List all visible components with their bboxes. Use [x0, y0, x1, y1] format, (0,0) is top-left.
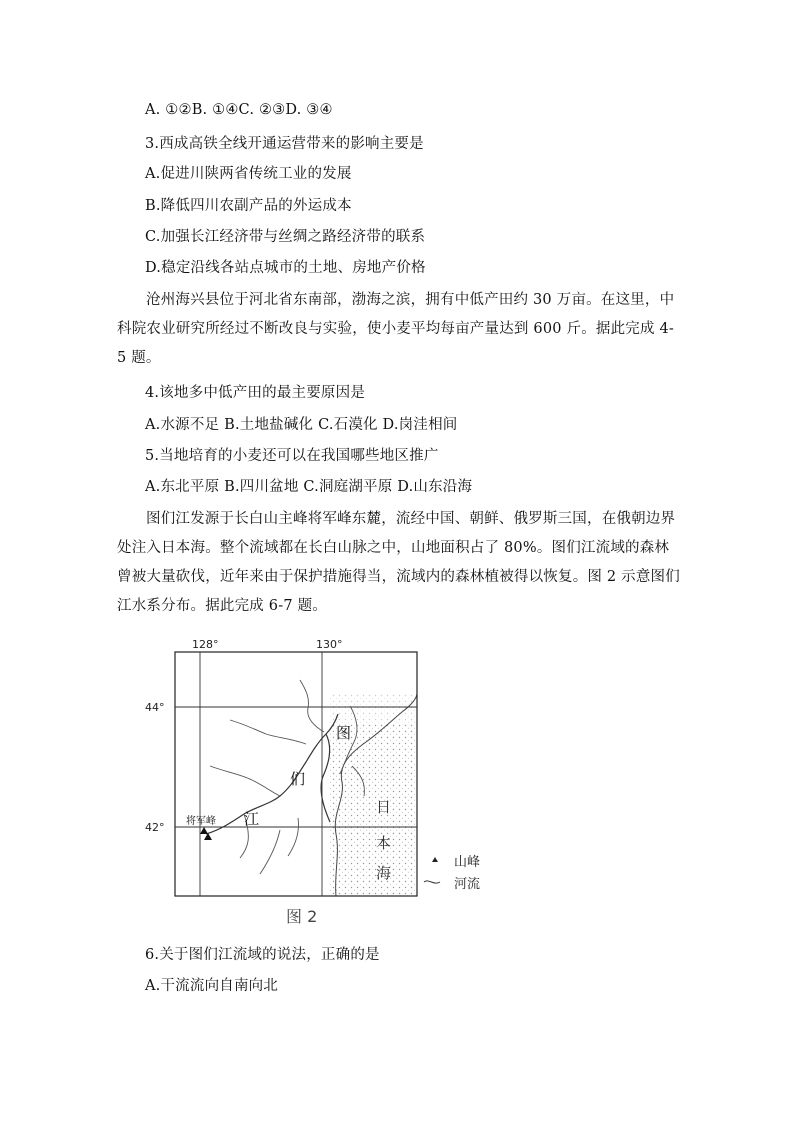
q6-option-a: A.干流流向自南向北: [145, 978, 279, 994]
lon-128-label: 128°: [192, 638, 219, 651]
lat-42-label: 42°: [145, 821, 165, 834]
passage-tumen: 图们江发源于长白山主峰将军峰东麓，流经中国、朝鲜、俄罗斯三国，在俄朝边界处注入日本海。整个流域都在长白山脉之中，山地面积占了 80%。图们江流域的森林曾被大量砍伐，近年来由于保护措施得当，流域内的森林植被得以恢复。图 2 示意图们江水系分布。据此完成 6-7 题。: [117, 511, 680, 614]
tumen-river-map: [140, 634, 510, 934]
lon-130-label: 130°: [316, 638, 343, 651]
peak-icon: [200, 827, 212, 840]
q3-option-d: D.稳定沿线各站点城市的土地、房地产价格: [145, 260, 426, 276]
sea-area: [330, 724, 417, 896]
tumen-main-stream: [206, 714, 338, 834]
q3-stem: 3.西成高铁全线开通运营带来的影响主要是: [145, 136, 424, 152]
passage-haixing: 沧州海兴县位于河北省东南部，渤海之滨，拥有中低产田约 30 万亩。在这里，中科院农业研究所经过不断改良与实验，使小麦平均每亩产量达到 600 斤。据此完成 4-5 题。: [117, 292, 675, 366]
legend-peak-icon: [432, 857, 438, 862]
q5-options: A.东北平原 B.四川盆地 C.洞庭湖平原 D.山东沿海: [145, 479, 473, 495]
q3-option-a: A.促进川陕两省传统工业的发展: [145, 166, 352, 182]
q2-options: A. ①②B. ①④C. ②③D. ③④: [145, 102, 333, 118]
figure-caption: 图 2: [286, 907, 318, 926]
q4-options: A.水源不足 B.土地盐碱化 C.石漠化 D.岗洼相间: [145, 417, 458, 433]
lat-44-label: 44°: [145, 701, 165, 714]
legend-river-label: 河流: [454, 877, 481, 892]
q3-option-c: C.加强长江经济带与丝绸之路经济带的联系: [145, 229, 426, 245]
q3-option-b: B.降低四川农副产品的外运成本: [145, 198, 352, 214]
sea-label-1: 日: [376, 798, 392, 816]
q6-stem: 6.关于图们江流域的说法，正确的是: [145, 947, 380, 963]
q4-stem: 4.该地多中低产田的最主要原因是: [145, 385, 366, 401]
river-label-2: 们: [290, 770, 306, 788]
river-label-1: 图: [336, 724, 352, 742]
sea-label-3: 海: [376, 864, 392, 882]
sea-label-2: 本: [376, 834, 392, 852]
legend-peak-label: 山峰: [454, 855, 481, 870]
legend-river-icon: [424, 881, 440, 883]
q5-stem: 5.当地培育的小麦还可以在我国哪些地区推广: [145, 448, 439, 464]
river-label-3: 江: [244, 810, 260, 828]
peak-name-label: 将军峰: [186, 816, 216, 827]
